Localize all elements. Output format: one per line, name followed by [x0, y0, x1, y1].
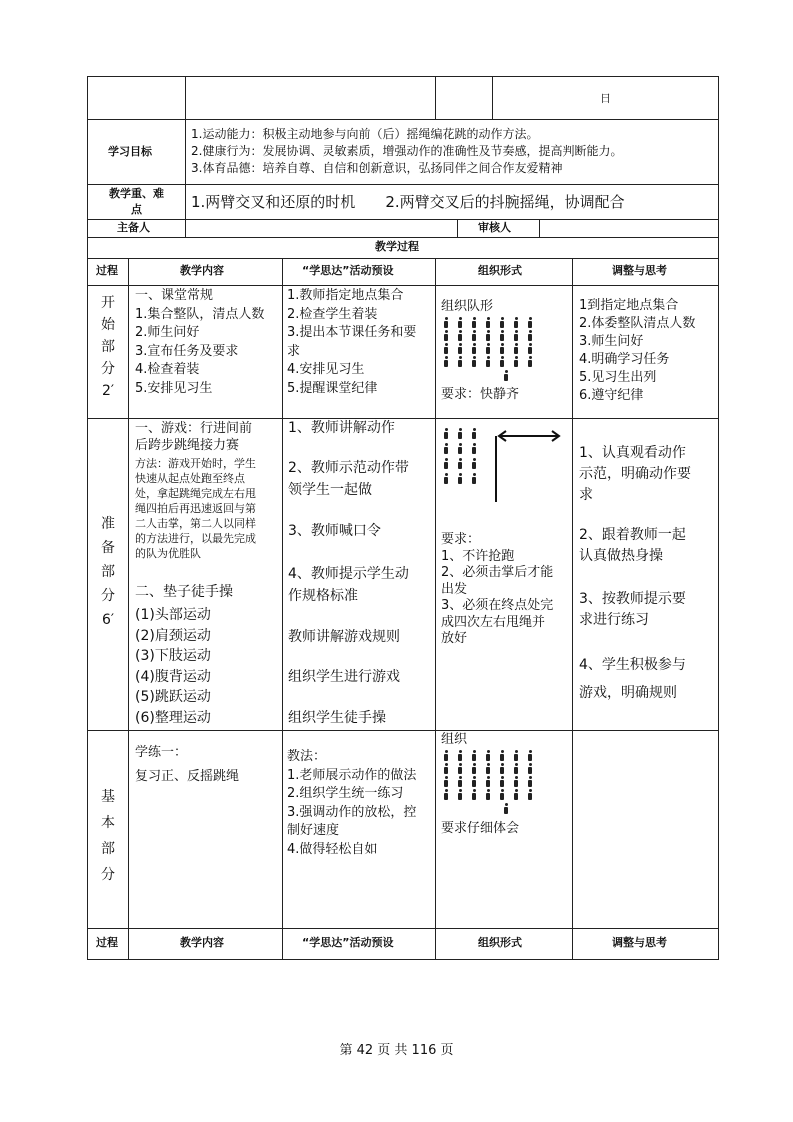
start-formation-figure [444, 317, 544, 381]
student-figure-icon [528, 317, 532, 328]
student-figure-icon [472, 458, 476, 469]
student-figure-icon [444, 428, 448, 439]
teacher-figure-icon [504, 370, 508, 381]
day-label: 日 [600, 92, 611, 105]
prep-relay-figure [444, 428, 564, 504]
student-figure-icon [514, 789, 518, 800]
objective-line: 3.体育品德：培养自尊、自信和创新意识，弘扬同伴之间合作友爱精神 [191, 161, 563, 175]
student-figure-icon [444, 343, 448, 354]
start-org-title: 组织队形 [441, 299, 494, 314]
student-figure-icon [486, 750, 490, 761]
prep-reflect-1b: 示范，明确动作要 [579, 466, 691, 482]
page-number: 第 42 页 共 116 页 [339, 1043, 454, 1058]
footer-col-organization: 组织形式 [478, 936, 522, 949]
student-figure-icon [486, 343, 490, 354]
student-figure-icon [444, 473, 448, 484]
student-figure-icon [472, 317, 476, 328]
start-org-requirement: 要求：快静齐 [441, 387, 520, 402]
start-activity: 1.教师指定地点集合 2.检查学生着装 3.提出本节课任务和要 求 4.安排见习生 5.提醒课堂纪律 [287, 288, 417, 396]
student-figure-icon [444, 750, 448, 761]
col-header-reflection: 调整与思考 [612, 264, 667, 277]
start-stage: 开 始 部 分 2′ [101, 295, 115, 399]
student-figure-icon [444, 317, 448, 328]
student-figure-icon [500, 317, 504, 328]
student-figure-icon [528, 356, 532, 367]
student-figure-icon [514, 356, 518, 367]
col-header-content: 教学内容 [180, 264, 224, 277]
student-figure-icon [514, 776, 518, 787]
student-figure-icon [458, 330, 462, 341]
student-figure-icon [528, 330, 532, 341]
student-figure-icon [528, 776, 532, 787]
student-figure-icon [528, 343, 532, 354]
student-figure-icon [472, 473, 476, 484]
basic-content: 学练一： 复习正、反摇跳绳 [135, 745, 240, 784]
prep-reflect-3b: 求进行练习 [579, 612, 649, 628]
objectives-text [191, 126, 622, 177]
start-content: 一、课堂常规 1.集合整队，清点人数 2.师生问好 3.宣布任务及要求 4.检查着装 5.安排见习生 [135, 288, 265, 396]
student-figure-icon [458, 473, 462, 484]
prep-stage: 准 备 部 分 6′ [101, 516, 115, 628]
student-figure-icon [500, 330, 504, 341]
student-figure-icon [472, 443, 476, 454]
student-figure-icon [514, 763, 518, 774]
prep-reflect-1a: 1、认真观看动作 [579, 445, 686, 461]
prep-activity-1: 1、教师讲解动作 [288, 420, 395, 436]
student-figure-icon [514, 343, 518, 354]
basic-formation-figure [444, 750, 544, 814]
prep-reflect-4b: 游戏，明确规则 [579, 685, 677, 701]
student-figure-icon [514, 750, 518, 761]
student-figure-icon [472, 776, 476, 787]
student-figure-icon [514, 317, 518, 328]
prep-mat-title: 二、垫子徒手操 [135, 584, 233, 600]
prep-mat-items: (1)头部运动 (2)肩颈运动 (3)下肢运动 (4)腹背运动 (5)跳跃运动 (6)整理运动 [135, 607, 211, 726]
prep-activity-6: 组织学生进行游戏 [288, 669, 400, 685]
student-figure-icon [444, 763, 448, 774]
prep-reflect-4a: 4、学生积极参与 [579, 657, 686, 673]
student-figure-icon [486, 330, 490, 341]
prep-game-method: 方法：游戏开始时，学生 快速从起点处跑至终点 处，拿起跳绳完成左右甩 绳四拍后再迅速返回与第 二人击掌，第二人以同样 的方法进行，以最先完成 的队为优胜队 [135, 457, 256, 560]
prep-game-title: 一、游戏：行进间前 后跨步跳绳接力赛 [135, 421, 253, 453]
student-figure-icon [444, 443, 448, 454]
col-header-organization: 组织形式 [478, 264, 522, 277]
footer-col-activity: “学思达”活动预设 [302, 936, 394, 949]
footer-col-stage: 过程 [96, 936, 118, 949]
prep-activity-4b: 作规格标准 [288, 588, 358, 604]
prep-activity-7: 组织学生徒手操 [288, 710, 386, 726]
student-figure-icon [514, 330, 518, 341]
col-header-stage: 过程 [96, 264, 118, 277]
prep-reflect-3a: 3、按教师提示要 [579, 591, 686, 607]
prep-reflect-1c: 求 [579, 487, 593, 503]
student-figure-icon [458, 750, 462, 761]
student-figure-icon [458, 776, 462, 787]
student-figure-icon [458, 458, 462, 469]
student-figure-icon [458, 317, 462, 328]
basic-org-title: 组织 [441, 732, 468, 747]
student-figure-icon [458, 789, 462, 800]
key-points-label: 教学重、难 点 [109, 187, 164, 216]
student-figure-icon [472, 763, 476, 774]
objectives-label: 学习目标 [108, 145, 152, 158]
student-figure-icon [500, 343, 504, 354]
student-figure-icon [486, 763, 490, 774]
student-figure-icon [444, 330, 448, 341]
basic-org-requirement: 要求仔细体会 [441, 821, 520, 836]
student-figure-icon [500, 356, 504, 367]
basic-stage: 基 本 部 分 [101, 789, 115, 883]
student-figure-icon [444, 789, 448, 800]
student-figure-icon [458, 356, 462, 367]
student-figure-icon [458, 428, 462, 439]
student-figure-icon [472, 330, 476, 341]
student-figure-icon [472, 356, 476, 367]
col-header-activity: “学思达”活动预设 [302, 264, 394, 277]
student-figure-icon [528, 763, 532, 774]
student-figure-icon [528, 750, 532, 761]
student-figure-icon [486, 356, 490, 367]
student-figure-icon [444, 776, 448, 787]
objective-line: 2.健康行为：发展协调、灵敏素质，增强动作的准确性及节奏感，提高判断能力。 [191, 144, 623, 158]
student-figure-icon [472, 428, 476, 439]
student-figure-icon [444, 356, 448, 367]
student-figure-icon [500, 789, 504, 800]
student-figure-icon [472, 343, 476, 354]
student-figure-icon [500, 763, 504, 774]
student-figure-icon [472, 789, 476, 800]
objective-line: 1.运动能力：积极主动地参与向前（后）摇绳编花跳的动作方法。 [191, 127, 539, 141]
prep-activity-3: 3、教师喊口令 [288, 523, 381, 539]
student-figure-icon [458, 443, 462, 454]
relay-arrow-icon [444, 428, 564, 504]
student-figure-icon [472, 750, 476, 761]
teacher-figure-icon [504, 803, 508, 814]
preparer-label: 主备人 [117, 221, 150, 234]
footer-col-reflection: 调整与思考 [612, 936, 667, 949]
footer-col-content: 教学内容 [180, 936, 224, 949]
student-figure-icon [500, 750, 504, 761]
reviewer-label: 审核人 [478, 221, 511, 234]
prep-activity-2b: 领学生一起做 [288, 482, 372, 498]
key-points-text: 1.两臂交叉和还原的时机 2.两臂交叉后的抖腕摇绳，协调配合 [191, 193, 625, 211]
student-figure-icon [458, 763, 462, 774]
prep-reflect-2a: 2、跟着教师一起 [579, 527, 686, 543]
prep-org-requirement: 要求： 1、不许抢跑 2、必须击掌后才能 出发 3、必须在终点处完 成四次左右甩绳并 放好 [441, 532, 554, 646]
prep-activity-2a: 2、教师示范动作带 [288, 460, 409, 476]
prep-activity-5: 教师讲解游戏规则 [288, 629, 400, 645]
student-figure-icon [500, 776, 504, 787]
student-figure-icon [486, 789, 490, 800]
student-figure-icon [444, 458, 448, 469]
process-title: 教学过程 [375, 240, 419, 253]
start-reflection: 1到指定地点集合 2.体委整队清点人数 3.师生问好 4.明确学习任务 5.见习生出列 6.遵守纪律 [579, 298, 696, 403]
basic-activity: 教法： 1.老师展示动作的做法 2.组织学生统一练习 3.强调动作的放松，控 制好速度 4.做得轻松自如 [287, 749, 417, 857]
prep-reflect-2b: 认真做热身操 [579, 548, 663, 564]
student-figure-icon [528, 789, 532, 800]
student-figure-icon [486, 776, 490, 787]
student-figure-icon [486, 317, 490, 328]
student-figure-icon [458, 343, 462, 354]
prep-activity-4a: 4、教师提示学生动 [288, 566, 409, 582]
